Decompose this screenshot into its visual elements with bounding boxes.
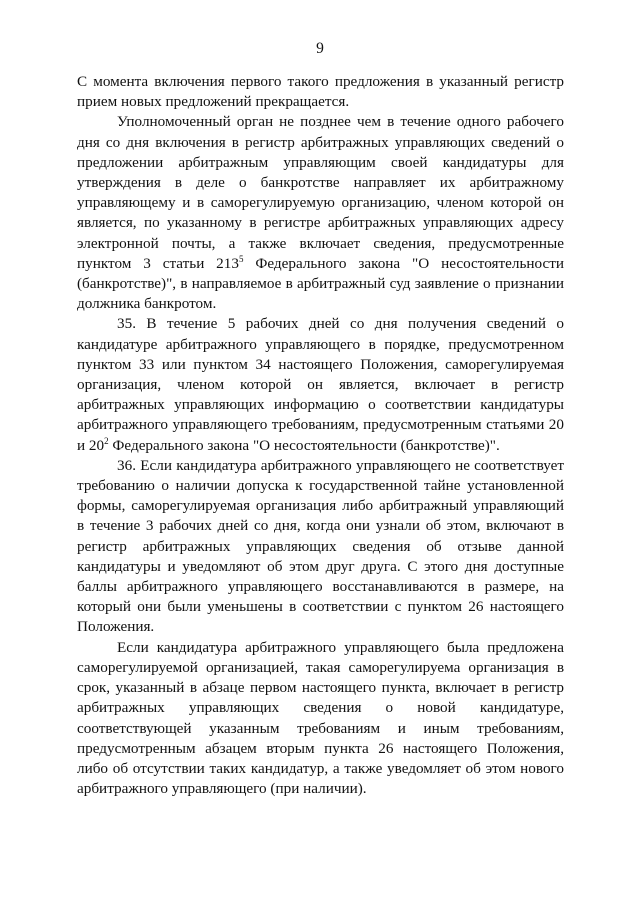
paragraph-text: Если кандидатура арбитражного управляющего была предложена саморегулируемой организацией, такая саморегулируема организация в срок, указанный в абзаце первом настоящего пункта, включает в регистр арбитражных управляющих сведения о новой кандидатуре, соответствующей указанным требованиям и иным требованиям, предусмотренным абзацем вторым пункта 26 настоящего Положения, либо об отсутствии таких кандидатур, а также уведомляет об этом нового арбитражного управляющего (при наличии). — [77, 638, 564, 798]
paragraph-text: Уполномоченный орган не позднее чем в течение одного рабочего дня со дня включения в регистр арбитражных управляющих сведений о предложении арбитражным управляющим своей кандидатуры для утверждения в деле о банкротстве направляет их арбитражному управляющему и в саморегулируемую организацию, членом которой он является, по указанному в регистре арбитражных управляющих адресу электронной почты, а также включает сведения, предусмотренные пунктом 3 статьи 213 — [77, 113, 564, 272]
paragraph-text: 36. Если кандидатура арбитражного управляющего не соответствует требованию о наличии допуска к государственной тайне установленной формы, саморегулируемая организация либо арбитражный управляющий в течение 3 рабочих дней со дня, когда они узнали об этом, включают в регистр арбитражных управляющих сведения об отзыве данной кандидатуры и уведомляют об этом друг друга. С этого дня доступные баллы арбитражного управляющего восстанавливаются в размере, на который они были уменьшены в соответствии с пунктом 26 настоящего Положения. — [77, 456, 564, 636]
paragraph-text: Федерального закона "О несостоятельности (банкротстве)", в направляемое в арбитражный суд заявление о признании должника банкротом. — [77, 254, 564, 313]
superscript: 5 — [238, 253, 244, 264]
page-number: 9 — [316, 40, 324, 57]
superscript: 2 — [104, 435, 109, 446]
paragraph-clause-36 — [77, 456, 564, 638]
paragraph-authority-notice — [77, 112, 564, 314]
document-body — [77, 72, 564, 799]
paragraph-clause-35 — [77, 314, 564, 455]
paragraph-continuation — [77, 72, 564, 112]
paragraph-text: С момента включения первого такого предложения в указанный регистр прием новых предложений прекращается. — [77, 73, 564, 111]
paragraph-text: Федерального закона "О несостоятельности (банкротстве)". — [108, 436, 500, 454]
paragraph-text: 35. В течение 5 рабочих дней со дня получения сведений о кандидатуре арбитражного управляющего в порядке, предусмотренном пунктом 33 или пунктом 34 настоящего Положения, саморегулируемая организация, членом которой он является, включает в регистр арбитражных управляющих информацию о соответствии кандидатуры арбитражного управляющего требованиям, предусмотренным статьями 20 и 20 — [77, 315, 564, 454]
paragraph-clause-36-second — [77, 638, 564, 800]
